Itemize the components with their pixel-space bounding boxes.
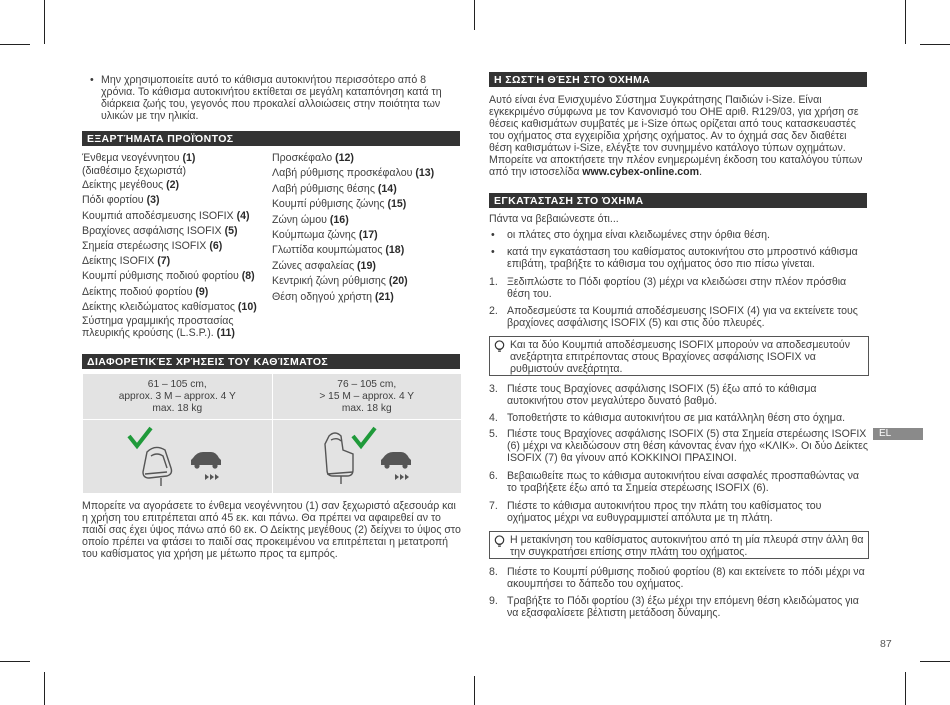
list-item: Κεντρική ζώνη ρύθμισης (20)	[272, 275, 408, 288]
list-item: Κουμπί ρύθμισης ζώνης (15)	[272, 198, 407, 211]
list-item: Δείκτης κλειδώματος καθίσματος (10)	[82, 300, 257, 313]
bullet-marker: •	[491, 246, 495, 258]
usage-cell-forward: 76 – 105 cm, > 15 M – approx. 4 Y max. 18 kg	[272, 374, 462, 420]
list-item: Ένθεμα νεογέννητου (1)	[82, 152, 196, 164]
info-note: Η μετακίνηση του καθίσματος αυτοκινήτου από τη μία πλευρά στην άλλη θα την συγκρατήσει επίσης στην πλάτη του οχήματος.	[489, 531, 869, 559]
step-number: 1.	[489, 276, 498, 288]
checkmark-icon	[129, 428, 151, 446]
list-item: Δείκτης μεγέθους (2)	[82, 179, 180, 192]
list-item: Πόδι φορτίου (3)	[82, 194, 160, 207]
step-number: 5.	[489, 428, 498, 440]
crop-mark	[474, 676, 475, 705]
rear-facing-seat-illustration	[117, 422, 237, 488]
step-text: Τοποθετήστε το κάθισμα αυτοκινήτου σε μια κατάλληλη θέση στο όχημα.	[507, 412, 846, 424]
direction-arrows-icon	[395, 474, 409, 480]
step-number: 3.	[489, 383, 498, 395]
list-item: Ζώνη ώμου (16)	[272, 213, 349, 226]
position-paragraph: Αυτό είναι ένα Ενισχυμένο Σύστημα Συγκράτησης Παιδιών i-Size. Είναι εγκεκριμένο σύμφωνα με τον Κανονισμό του ΟΗΕ αριθ. R129/03, για χρήση σε θέσεις καθισμάτων συμβατές με i-Size όπως ορίζεται από τους κατασκευαστές του οχήματος στα εγχειρίδια χρήσης οχήματος. Αν το όχημά σας δεν διαθέτει θέση καθισμάτων i-Size, ελέγξτε τον συνημμένο κατάλογο τύπων οχημάτων. Μπορείτε να αποκτήσετε την πλέον ενημερωμένη έκδοση του καταλόγου τύπων από την ιστοσελίδα www.cybex-online.com.	[489, 94, 863, 178]
step-text: Πιέστε τους Βραχίονες ασφάλισης ISOFIX (5) έξω από το κάθισμα αυτοκινήτου στον μεγαλύτερο δυνατό βαθμό.	[507, 383, 817, 407]
accessories-list-right	[272, 151, 462, 305]
step-number: 6.	[489, 470, 498, 482]
step-number: 4.	[489, 412, 498, 424]
page-number: 87	[880, 638, 892, 650]
install-bullet: οι πλάτες στο όχημα είναι κλειδωμένες στην όρθια θέση.	[507, 229, 770, 241]
crop-mark	[44, 672, 45, 705]
crop-mark	[920, 661, 950, 662]
list-item: Κουμπί ρύθμισης ποδιού φορτίου (8)	[82, 270, 255, 283]
usage-image-forward	[272, 420, 462, 494]
crop-mark	[905, 0, 906, 44]
step-number: 2.	[489, 305, 498, 317]
install-bullet: κατά την εγκατάσταση του καθίσματος αυτοκινήτου στο μπροστινό κάθισμα επιβάτη, τραβήξτε το κάθισμα του οχήματος όσο πιο πίσω γίνεται.	[507, 246, 858, 270]
list-item: Κούμπωμα ζώνης (17)	[272, 229, 378, 242]
crop-mark	[0, 661, 30, 662]
crop-mark	[474, 0, 475, 30]
website-link[interactable]: www.cybex-online.com	[582, 166, 700, 178]
list-item: Δείκτης ποδιού φορτίου (9)	[82, 285, 209, 298]
crop-mark	[905, 672, 906, 705]
list-item: Βραχίονες ασφάλισης ISOFIX (5)	[82, 224, 238, 237]
intro-bullet-text: Μην χρησιμοποιείτε αυτό το κάθισμα αυτοκινήτου περισσότερο από 8 χρόνια. Το κάθισμα αυτοκινήτου εκτίθεται σε μεγάλη καταπόνηση κατά τη διάρκεια ζωής του, γεγονός που προκαλεί αλλοιώσεις στην ποιότητα των υλικών με την ηλικία.	[101, 74, 442, 122]
usage-image-rear	[83, 420, 273, 494]
list-item: Σημεία στερέωσης ISOFIX (6)	[82, 240, 223, 253]
list-item: Ζώνες ασφαλείας (19)	[272, 259, 376, 272]
accessories-list-left	[82, 151, 272, 339]
direction-arrows-icon	[205, 474, 219, 480]
checkmark-icon	[353, 428, 375, 446]
list-item: Προσκέφαλο (12)	[272, 152, 354, 164]
list-item: Θέση οδηγού χρήστη (21)	[272, 290, 394, 303]
usage-cell-rear: 61 – 105 cm, approx. 3 M – approx. 4 Y max. 18 kg	[83, 374, 273, 420]
bullet-marker: •	[90, 74, 94, 86]
usage-paragraph: Μπορείτε να αγοράσετε το ένθεμα νεογέννητου (1) σαν ξεχωριστό αξεσουάρ και η χρήση του επιτρέπεται από 45 εκ. και πάνω. Θα πρέπει να αφαιρεθεί αν το παιδί σας έχει ύψος πάνω από 60 εκ. Ο Δείκτης μεγέθους (2) δείχνει το ύψος στο οποίο πρέπει να φτάσει το παιδί σας προκειμένου να επιτρέπεται η μετατροπή του καθίσματος για χρήση με μέτωπο προς τα εμπρός.	[82, 500, 461, 560]
car-seat-icon	[143, 447, 172, 486]
step-text: Πιέστε τους Βραχίονες ασφάλισης ISOFIX (5) στα Σημεία στερέωσης ISOFIX (6) μέχρι να κλειδώσουν στη θέση κάνοντας έναν ήχο «ΚΛΙΚ». Οι δύο Δείκτες ISOFIX (7) θα γίνουν από ΚΟΚΚΙΝΟΙ ΠΡΑΣΙΝΟΙ.	[507, 428, 868, 464]
step-text: Τραβήξτε το Πόδι φορτίου (3) έξω μέχρι την επόμενη θέση κλειδώματος για να εξασφαλίσετε βέλτιστη μετάδοση δύναμης.	[507, 595, 859, 619]
list-item: Σύστημα γραμμικής προστασίας	[82, 315, 234, 328]
lightbulb-icon	[493, 340, 506, 353]
car-icon	[381, 452, 411, 469]
crop-mark	[44, 0, 45, 44]
step-number: 9.	[489, 595, 498, 607]
list-item: Λαβή ρύθμισης προσκέφαλου (13)	[272, 167, 435, 180]
step-text: Αποδεσμεύστε τα Κουμπιά αποδέσμευσης ISOFIX (4) για να εκτείνετε τους βραχίονες ασφάλισης ISOFIX (5) και στις δύο πλευρές.	[507, 305, 858, 329]
install-lead: Πάντα να βεβαιώνεστε ότι...	[489, 213, 619, 225]
language-tab: EL	[873, 428, 923, 440]
install-heading: ΕΓΚΑΤΆΣΤΑΣΗ ΣΤΟ ΌΧΗΜΑ	[489, 193, 867, 208]
step-text: Βεβαιωθείτε πως το κάθισμα αυτοκινήτου είναι ασφαλές προσπαθώντας να το τραβήξετε έξω από τα Σημεία στερέωσης ISOFIX (6).	[507, 470, 860, 494]
car-seat-icon	[325, 433, 353, 484]
info-note: Και τα δύο Κουμπιά αποδέσμευσης ISOFIX μπορούν να αποδεσμευτούν ανεξάρτητα επιτρέποντας στους Βραχίονες ασφάλισης ISOFIX να ρυθμιστούν ανεξάρτητα.	[489, 336, 869, 376]
accessories-heading: ΕΞΑΡΤΉΜΑΤΑ ΠΡΟΪΌΝΤΟΣ	[82, 131, 460, 146]
step-number: 8.	[489, 566, 498, 578]
list-item: (διαθέσιμο ξεχωριστά)	[82, 165, 186, 178]
list-item: πλευρικής κρούσης (L.S.P.). (11)	[82, 327, 235, 340]
usage-heading: ΔΙΑΦΟΡΕΤΙΚΈΣ ΧΡΉΣΕΙΣ ΤΟΥ ΚΑΘΊΣΜΑΤΟΣ	[82, 354, 460, 369]
list-item: Γλωττίδα κουμπώματος (18)	[272, 244, 405, 257]
list-item: Δείκτης ISOFIX (7)	[82, 255, 171, 268]
step-text: Πιέστε το Κουμπί ρύθμισης ποδιού φορτίου (8) και εκτείνετε το πόδι μέχρι να ακουμπήσει το δάπεδο του οχήματος.	[507, 566, 865, 590]
step-number: 7.	[489, 500, 498, 512]
list-item: Κουμπιά αποδέσμευσης ISOFIX (4)	[82, 209, 250, 222]
car-icon	[191, 452, 221, 469]
position-heading: Η ΣΩΣΤΉ ΘΈΣΗ ΣΤΟ ΌΧΗΜΑ	[489, 72, 867, 87]
forward-facing-seat-illustration	[307, 422, 427, 488]
crop-mark	[920, 44, 950, 45]
step-text: Πιέστε το κάθισμα αυτοκινήτου προς την πλάτη του καθίσματος του οχήματος μέχρι να ευθυγραμμιστεί απόλυτα με τη πλάτη.	[507, 500, 822, 524]
list-item: Λαβή ρύθμισης θέσης (14)	[272, 182, 397, 195]
usage-table	[82, 373, 462, 494]
step-text: Ξεδιπλώστε το Πόδι φορτίου (3) μέχρι να κλειδώσει στην πλέον πρόσθια θέση του.	[507, 276, 847, 300]
crop-mark	[0, 44, 30, 45]
lightbulb-icon	[493, 535, 506, 548]
bullet-marker: •	[491, 229, 495, 241]
